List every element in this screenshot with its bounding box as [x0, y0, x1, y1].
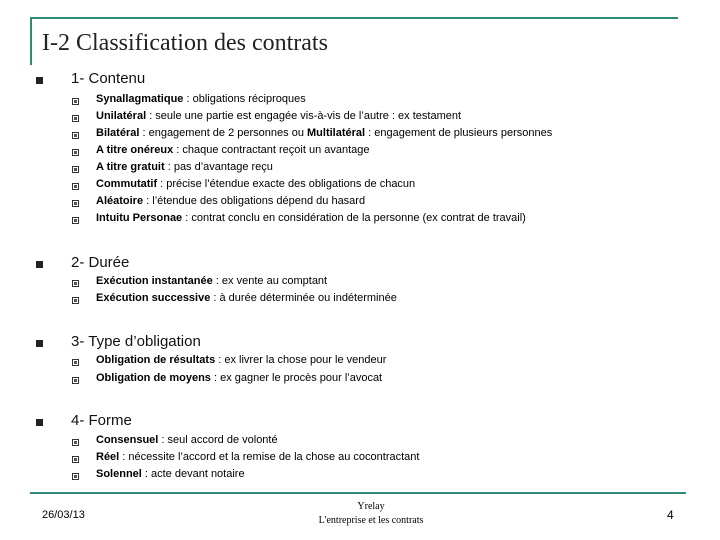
- section-bullet: [36, 419, 43, 426]
- footer-line: [30, 492, 686, 494]
- list-item: Exécution successive : à durée déterminée ou indéterminée: [0, 292, 720, 309]
- checkbox-bullet-icon: [72, 280, 79, 287]
- list-item: Consensuel : seul accord de volonté: [0, 434, 720, 451]
- list-item: Commutatif : précise l’étendue exacte des obligations de chacun: [0, 178, 720, 195]
- checkbox-bullet-icon: [72, 200, 79, 207]
- checkbox-bullet-icon: [72, 297, 79, 304]
- checkbox-bullet-icon: [72, 183, 79, 190]
- footer-center: [300, 500, 442, 528]
- list-item: Obligation de résultats : ex livrer la chose pour le vendeur: [0, 354, 720, 371]
- section-title: 4- Forme: [71, 412, 132, 429]
- checkbox-bullet-icon: [72, 439, 79, 446]
- frame-left-line: [30, 17, 32, 65]
- slide-title: I-2 Classification des contrats: [42, 30, 328, 56]
- checkbox-bullet-icon: [72, 377, 79, 384]
- section-title: 1- Contenu: [71, 70, 146, 87]
- checkbox-bullet-icon: [72, 98, 79, 105]
- list-item: Aléatoire : l’étendue des obligations dépend du hasard: [0, 195, 720, 212]
- section-bullet: [36, 340, 43, 347]
- frame-top-line: [30, 17, 678, 19]
- checkbox-bullet-icon: [72, 132, 79, 139]
- section-bullet: [36, 261, 43, 268]
- checkbox-bullet-icon: [72, 456, 79, 463]
- section-title: 3- Type d’obligation: [71, 333, 201, 350]
- list-item: Réel : nécessite l’accord et la remise de la chose au cocontractant: [0, 451, 720, 468]
- checkbox-bullet-icon: [72, 166, 79, 173]
- checkbox-bullet-icon: [72, 115, 79, 122]
- list-item: Bilatéral : engagement de 2 personnes ou Multilatéral : engagement de plusieurs personnes: [0, 127, 720, 144]
- section-title: 2- Durée: [71, 254, 130, 271]
- footer-subtitle: L'entreprise et les contrats: [318, 515, 424, 526]
- footer-author: Yrelay: [357, 501, 385, 512]
- list-item: Obligation de moyens : ex gagner le procès pour l’avocat: [0, 372, 720, 389]
- list-item: Intuitu Personae : contrat conclu en considération de la personne (ex contrat de travail): [0, 212, 720, 229]
- list-item: Solennel : acte devant notaire: [0, 468, 720, 485]
- checkbox-bullet-icon: [72, 217, 79, 224]
- list-item: A titre onéreux : chaque contractant reçoit un avantage: [0, 144, 720, 161]
- list-item: A titre gratuit : pas d’avantage reçu: [0, 161, 720, 178]
- footer-date: 26/03/13: [42, 509, 85, 521]
- list-item: Exécution instantanée : ex vente au comptant: [0, 275, 720, 292]
- list-item: Unilatéral : seule une partie est engagée vis-à-vis de l’autre : ex testament: [0, 110, 720, 127]
- page-number: 4: [667, 508, 674, 522]
- checkbox-bullet-icon: [72, 149, 79, 156]
- section-bullet: [36, 77, 43, 84]
- list-item: Synallagmatique : obligations réciproques: [0, 93, 720, 110]
- checkbox-bullet-icon: [72, 359, 79, 366]
- checkbox-bullet-icon: [72, 473, 79, 480]
